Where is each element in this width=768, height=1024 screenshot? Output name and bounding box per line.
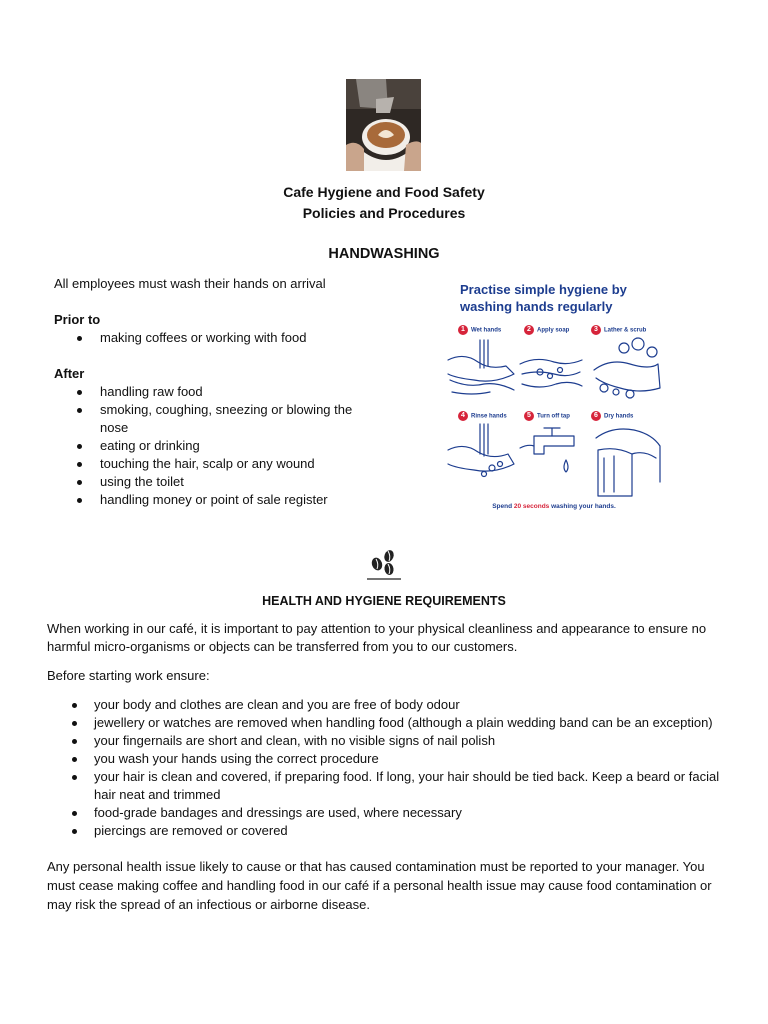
list-item: smoking, coughing, sneezing or blowing the nose	[54, 401, 374, 437]
handwashing-rules	[54, 275, 394, 509]
step-2: 2 Apply soap	[524, 325, 569, 335]
health-heading: HEALTH AND HYGIENE REQUIREMENTS	[262, 594, 506, 608]
before-label: Before starting work ensure:	[47, 668, 210, 683]
health-intro: When working in our café, it is important to pay attention to your physical cleanliness and appearance to ensure no harmful micro-organisms or objects can be transferred from you to our customers.	[47, 621, 707, 654]
after-label: After	[54, 366, 85, 381]
handwashing-heading: HANDWASHING	[328, 246, 440, 262]
list-item: jewellery or watches are removed when handling food (although a plain wedding band can be an exception)	[47, 714, 727, 732]
list-item: handling raw food	[54, 383, 394, 401]
poster-title: Practise simple hygiene by washing hands regularly	[460, 282, 627, 314]
latte-art-image	[346, 79, 421, 171]
after-list	[54, 383, 394, 509]
document-title-line2: Policies and Procedures	[302, 205, 466, 221]
prior-label: Prior to	[54, 312, 101, 327]
coffee-photo	[346, 79, 421, 171]
list-item: using the toilet	[54, 473, 394, 491]
list-item: touching the hair, scalp or any wound	[54, 455, 394, 473]
wet-hands-icon	[448, 340, 514, 394]
list-item: your fingernails are short and clean, with no visible signs of nail polish	[47, 732, 727, 750]
step-6: 6 Dry hands	[591, 411, 633, 421]
list-item: food-grade bandages and dressings are used, where necessary	[47, 804, 727, 822]
step-5: 5 Turn off tap	[524, 411, 570, 421]
step-1: 1 Wet hands	[458, 325, 501, 335]
step-4: 4 Rinse hands	[458, 411, 507, 421]
dry-hands-icon	[596, 429, 660, 496]
coffee-beans-icon	[367, 548, 401, 580]
list-item: your hair is clean and covered, if preparing food. If long, your hair should be tied back. Keep a beard or facial hair neat and trimmed	[47, 768, 727, 804]
prior-list	[54, 329, 394, 347]
tap-icon	[520, 428, 574, 472]
handwashing-intro: All employees must wash their hands on arrival	[54, 276, 326, 291]
list-item: you wash your hands using the correct procedure	[47, 750, 727, 768]
list-item: handling money or point of sale register	[54, 491, 394, 509]
poster-footer: Spend 20 seconds washing your hands.	[492, 503, 616, 510]
health-closing: Any personal health issue likely to cause or that has caused contamination must be reported to your manager. You must cease making coffee and handling food in our café if a personal health issue may cause food contamination or may risk the spread of an infectious or airborne disease.	[47, 859, 712, 912]
list-item: your body and clothes are clean and you are free of body odour	[47, 696, 727, 714]
handwashing-steps-illustration	[444, 278, 664, 516]
list-item: making coffees or working with food	[54, 329, 394, 347]
step-3: 3 Lather & scrub	[591, 325, 646, 335]
apply-soap-icon	[520, 359, 582, 387]
list-item: eating or drinking	[54, 437, 394, 455]
health-list	[47, 696, 727, 840]
rinse-hands-icon	[448, 424, 514, 477]
document-title-line1: Cafe Hygiene and Food Safety	[283, 184, 485, 200]
lather-hands-icon	[594, 338, 660, 398]
handwashing-poster	[444, 278, 664, 516]
list-item: piercings are removed or covered	[47, 822, 727, 840]
health-section	[47, 620, 727, 914]
